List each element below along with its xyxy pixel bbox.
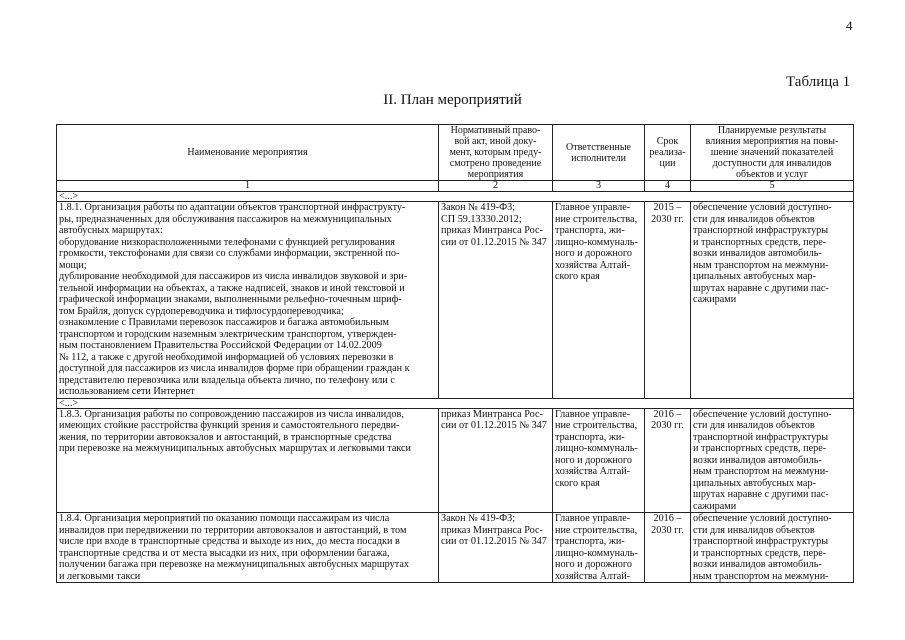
column-number: 1 xyxy=(57,181,439,192)
section-title: II. План мероприятий xyxy=(383,92,522,108)
row-term: 2016 – 2030 гг. xyxy=(645,408,691,513)
row-results: обеспечение условий доступно- сти для инвалидов объектов транспортной инфраструктуры и транспортных средств, пере- возки инвалидов автомобиль- ным транспортом на межмуни- ципальных автобусных мар- шрутах наравне с другими пас- сажирами xyxy=(691,202,854,399)
row-responsible: Главное управле- ние строительства, транспорта, жи- лищно-коммуналь- ного и дорожного хозяйства Алтай- xyxy=(553,513,645,583)
table-row xyxy=(57,408,854,513)
column-number: 5 xyxy=(691,181,854,192)
header-term: Срок реализа- ции xyxy=(645,125,691,181)
row-responsible: Главное управле- ние строительства, транспорта, жи- лищно-коммуналь- ного и дорожного хозяйства Алтай- ского края xyxy=(553,202,645,399)
table-label: Таблица 1 xyxy=(786,74,851,90)
column-number-row xyxy=(57,181,854,192)
header-row xyxy=(57,125,854,181)
row-term: 2015 – 2030 гг. xyxy=(645,202,691,399)
row-normative: Закон № 419-ФЗ; СП 59.13330.2012; приказ Минтранса Рос- сии от 01.12.2015 № 347 xyxy=(439,202,553,399)
row-normative: Закон № 419-ФЗ; приказ Минтранса Рос- сии от 01.12.2015 № 347 xyxy=(439,513,553,583)
ellipsis-row xyxy=(57,398,854,408)
ellipsis-row xyxy=(57,192,854,202)
row-normative: приказ Минтранса Рос- сии от 01.12.2015 № 347 xyxy=(439,408,553,513)
header-responsible: Ответственные исполнители xyxy=(553,125,645,181)
row-responsible: Главное управле- ние строительства, транспорта, жи- лищно-коммуналь- ного и дорожного хозяйства Алтай- ского края xyxy=(553,408,645,513)
column-number: 4 xyxy=(645,181,691,192)
header-name: Наименование мероприятия xyxy=(57,125,439,181)
plan-table xyxy=(56,124,854,583)
ellipsis-marker: <...> xyxy=(57,398,854,408)
row-term: 2016 – 2030 гг. xyxy=(645,513,691,583)
column-number: 3 xyxy=(553,181,645,192)
row-results: обеспечение условий доступно- сти для инвалидов объектов транспортной инфраструктуры и транспортных средств, пере- возки инвалидов автомобиль- ным транспортом на межмуни- xyxy=(691,513,854,583)
header-normative: Нормативный право- вой акт, иной доку- мент, которым преду- смотрено проведение мероприятия xyxy=(439,125,553,181)
table-row xyxy=(57,513,854,583)
row-results: обеспечение условий доступно- сти для инвалидов объектов транспортной инфраструктуры и транспортных средств, пере- возки инвалидов автомобиль- ным транспортом на межмуни- ципальных автобусных мар- шрутах наравне с другими пас- сажирами xyxy=(691,408,854,513)
row-name: 1.8.3. Организация работы по сопровождению пассажиров из числа инвалидов, имеющих стойкие расстройства функций зрения и самостоятельного передви- жения, по территории автовокзалов и автостанций, в транспортные средства при перевозке на межмуниципальных автобусных маршрутах и легковыми такси xyxy=(57,408,439,513)
ellipsis-marker: <...> xyxy=(57,192,854,202)
table-row xyxy=(57,202,854,399)
column-number: 2 xyxy=(439,181,553,192)
page-number: 4 xyxy=(846,18,853,33)
row-name: 1.8.1. Организация работы по адаптации объектов транспортной инфраструкту- ры, предназначенных для обслуживания пассажиров на межмуниципальных автобусных маршрутах: оборудование низкорасположенными телефонами с функцией регулирования громкости, текстофонами для связи со службами информации, экстренной по- мощи; дублирование необходимой для пассажиров из числа инвалидов звуковой и зри- тельной информации на объектах, а также надписей, знаков и иной текстовой и графической информации знаками, выполненными рельефно-точечным шриф- том Брайля, допуск сурдопереводчика и тифлосурдопереводчика; ознакомление с Правилами перевозок пассажиров и багажа автомобильным транспортом и городским наземным электрическим транспортом, утвержден- ным постановлением Правительства Российской Федерации от 14.02.2009 № 112, а также с другой необходимой информацией об условиях перевозки в доступной для пассажиров из числа инвалидов форме при обращении граждан к представителю перевозчика или владельца объекта лично, по телефону или с использованием сети Интернет xyxy=(57,202,439,399)
header-results: Планируемые результаты влияния мероприятия на повы- шение значений показателей доступности для инвалидов объектов и услуг xyxy=(691,125,854,181)
row-name: 1.8.4. Организация мероприятий по оказанию помощи пассажирам из числа инвалидов при передвижении по территории автовокзалов и автостанций, в том числе при входе в транспортные средства и выходе из них, до места посадки в транспортные средства и от места высадки из них, при оформлении багажа, получении багажа при перевозке на межмуниципальных автобусных маршрутах и легковыми такси xyxy=(57,513,439,583)
